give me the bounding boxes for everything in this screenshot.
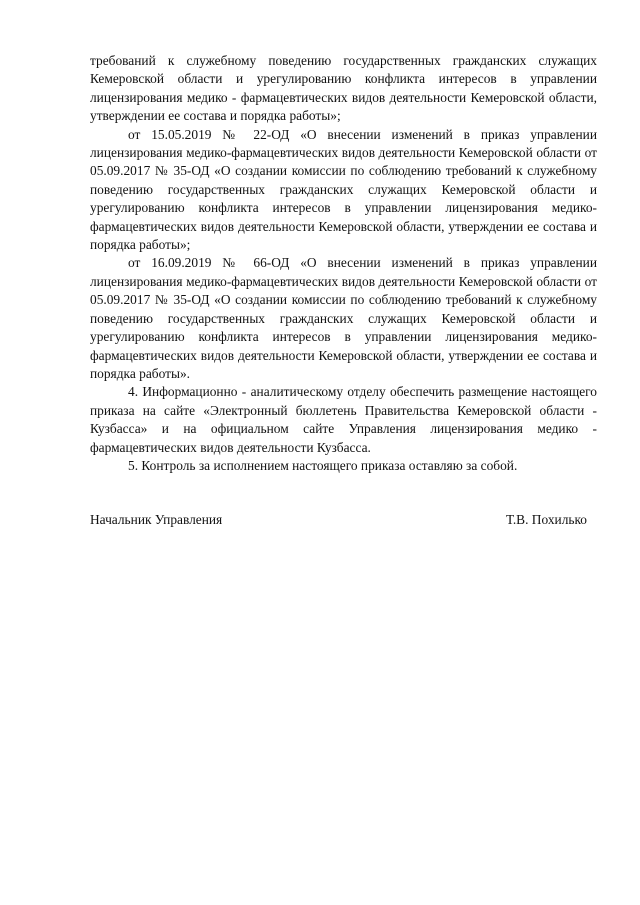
- paragraph-item-4: 4. Информационно - аналитическому отделу обеспечить размещение настоящего приказа на сайте «Электронный бюллетень Правительства Кемеровской области - Кузбасса» и на официальном сайте Управления лицензирования медико - фармацевтических видов деятельности Кузбасса.: [90, 384, 597, 455]
- paragraph-order-2019-09-16: от 16.09.2019 № 66-ОД «О внесении изменений в приказ управлении лицензирования медико-фармацевтических видов деятельности Кемеровской области от 05.09.2017 № 35-ОД «О создании комиссии по соблюдению требований к служебному поведению государственных гражданских служащих Кемеровской области и урегулированию конфликта интересов в управлении лицензирования медико-фармацевтических видов деятельности Кемеровской области, утверждении ее состава и порядка работы».: [90, 255, 597, 381]
- signatory-name: Т.В. Похилько: [505, 512, 587, 527]
- paragraph-continuation: требований к служебному поведению государственных гражданских служащих Кемеровской области и урегулированию конфликта интересов в управлении лицензирования медико - фармацевтических видов деятельности Кемеровской области, утверждении ее состава и порядка работы»;: [90, 53, 597, 124]
- paragraph-item-5: 5. Контроль за исполнением настоящего приказа оставляю за собой.: [128, 457, 518, 473]
- document-body: [90, 52, 597, 475]
- signatory-position: Начальник Управления: [90, 512, 223, 527]
- paragraph-order-2019-05-15: от 15.05.2019 № 22-ОД «О внесении изменений в приказ управлении лицензирования медико-фармацевтических видов деятельности Кемеровской области от 05.09.2017 № 35-ОД «О создании комиссии по соблюдению требований к служебному поведению государственных гражданских служащих Кемеровской области и урегулированию конфликта интересов в управлении лицензирования медико-фармацевтических видов деятельности Кемеровской области, утверждении ее состава и порядка работы»;: [90, 126, 597, 253]
